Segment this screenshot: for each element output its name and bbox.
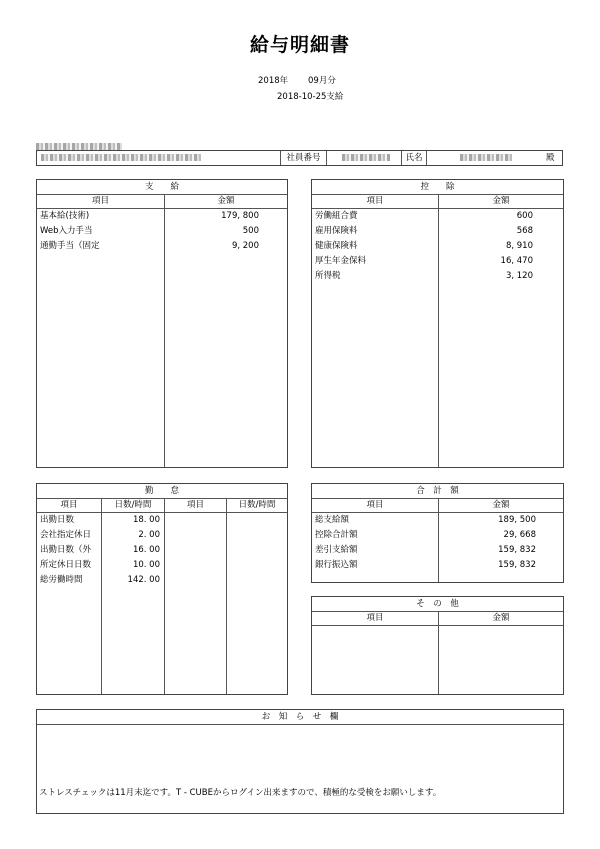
department-redacted [41, 152, 201, 164]
employee-no-label: 社員番号 [286, 153, 321, 163]
attendance-value-3: 16. 00 [132, 545, 160, 555]
deduction-item-4: 厚生年金保料 [315, 256, 367, 266]
total-item-1: 総支給額 [315, 515, 350, 525]
attendance-value-5: 142. 00 [127, 575, 160, 585]
attendance-value-2: 2. 00 [138, 530, 160, 540]
attendance-col-item: 項目 [60, 500, 78, 510]
attendance-item-5: 総労働時間 [40, 575, 83, 585]
deduction-amount-3: 8, 910 [505, 241, 533, 251]
deduction-amount-4: 16, 470 [500, 256, 533, 266]
deduction-item-5: 所得税 [315, 271, 341, 281]
attendance-value-4: 10. 00 [132, 560, 160, 570]
total-amount-2: 29, 668 [503, 530, 536, 540]
employee-header-row [36, 150, 563, 166]
honorific: 殿 [546, 153, 555, 163]
attendance-value-1: 18. 00 [132, 515, 160, 525]
total-amount-1: 189, 500 [498, 515, 536, 525]
payment-amount-3: 9, 200 [231, 241, 259, 251]
payment-item-1: 基本給(技術) [40, 211, 90, 221]
employee-name-redacted [460, 152, 512, 164]
other-col-amount: 金額 [492, 613, 510, 623]
deductions-table [311, 179, 564, 468]
attendance-item-1: 出勤日数 [40, 515, 75, 525]
deduction-item-3: 健康保険料 [315, 241, 358, 251]
deductions-col-item: 項目 [366, 196, 384, 206]
deduction-amount-5: 3, 120 [505, 271, 533, 281]
payments-table [36, 179, 288, 468]
deduction-item-1: 労働組合費 [315, 211, 358, 221]
deductions-col-amount: 金額 [492, 196, 510, 206]
payment-item-2: Web入力手当 [40, 226, 93, 236]
total-item-3: 差引支給額 [315, 545, 358, 555]
attendance-item-2: 会社指定休日 [40, 530, 92, 540]
payment-amount-2: 500 [242, 226, 259, 236]
attendance-section-label: 勤 怠 [144, 486, 179, 496]
attendance-col-days2: 日数/時間 [238, 500, 276, 510]
attendance-item-3: 出勤日数（外 [40, 545, 92, 555]
deductions-section-label: 控 除 [420, 182, 455, 192]
totals-col-item: 項目 [366, 500, 384, 510]
notice-box [36, 709, 564, 814]
other-table [311, 596, 564, 695]
other-section-label: そ の 他 [416, 599, 459, 609]
payments-col-amount: 金額 [217, 196, 235, 206]
pay-year: 2018年 [258, 76, 289, 86]
attendance-table [36, 483, 288, 695]
total-amount-3: 159, 832 [498, 545, 536, 555]
attendance-col-days: 日数/時間 [114, 500, 152, 510]
payment-amount-1: 179, 800 [221, 211, 259, 221]
deduction-item-2: 雇用保険料 [315, 226, 358, 236]
document-title: 給与明細書 [249, 34, 350, 56]
payments-col-item: 項目 [91, 196, 109, 206]
notice-message: ストレスチェックは11月末迄です。T - CUBEからログイン出来ますので、積極的な受検をお願いします。 [39, 788, 442, 798]
employee-no-redacted [342, 152, 390, 164]
other-col-item: 項目 [366, 613, 384, 623]
totals-table [311, 483, 564, 583]
deduction-amount-2: 568 [516, 226, 533, 236]
totals-section-label: 合 計 額 [416, 486, 459, 496]
totals-col-amount: 金額 [492, 500, 510, 510]
payment-item-3: 通勤手当（固定 [40, 241, 100, 251]
pay-date: 2018-10-25支給 [277, 92, 344, 102]
attendance-col-item2: 項目 [186, 500, 204, 510]
total-item-4: 銀行振込額 [315, 560, 358, 570]
payments-section-label: 支 給 [144, 182, 179, 192]
total-amount-4: 159, 832 [498, 560, 536, 570]
pay-month: 09月分 [308, 76, 336, 86]
notice-section-label: お 知 ら せ 欄 [261, 712, 339, 722]
name-label: 氏名 [405, 153, 423, 163]
deduction-amount-1: 600 [516, 211, 533, 221]
total-item-2: 控除合計額 [315, 530, 358, 540]
attendance-item-4: 所定休日日数 [40, 560, 92, 570]
